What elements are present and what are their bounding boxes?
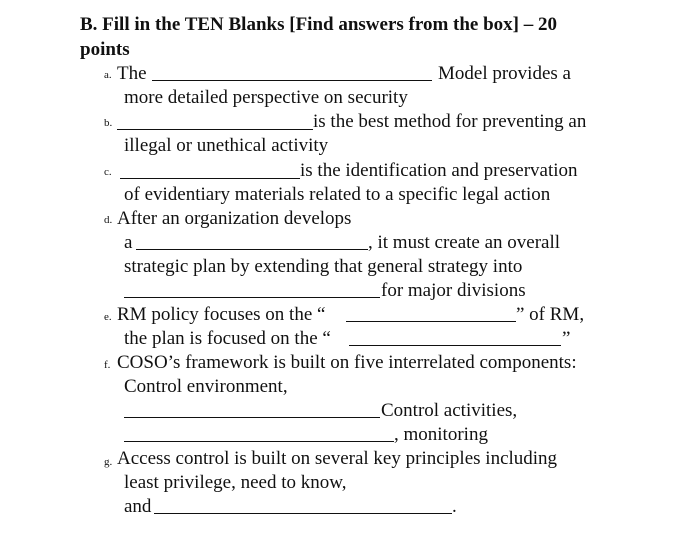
answer-blank-7[interactable] [349,345,561,346]
item-g-text-line2: least privilege, need to know, [124,472,347,493]
item-d-text-post: , it must create an overall [368,232,561,253]
item-marker-g: g. [104,456,113,468]
answer-blank-9[interactable] [124,441,394,442]
answer-blank-5[interactable] [124,297,380,298]
item-a-text-pre: The [117,63,147,84]
item-a-text-post: Model provides a [438,63,571,84]
item-f-text-line2: Control environment, [124,376,288,397]
item-d-text-line1: After an organization develops [117,208,352,229]
item-f-text-line3: Control activities, [381,400,518,421]
item-c-text-line2: of evidentiary materials related to a specific legal action [124,184,551,205]
item-a-text-line2: more detailed perspective on security [124,87,408,108]
item-marker-a: a. [104,69,112,81]
answer-blank-8[interactable] [124,417,380,418]
item-marker-d: d. [104,214,113,226]
item-b-text-post: is the best method for preventing an [313,111,587,132]
item-g-text-line1: Access control is built on several key principles including [117,448,558,469]
item-f-text-line4: , monitoring [394,424,488,445]
item-c-text-post: is the identification and preservation [300,160,578,181]
item-marker-f: f. [104,359,111,371]
section-title-continued: points [80,39,130,60]
answer-blank-3[interactable] [120,178,300,179]
item-d-text-pre: a [124,232,133,253]
item-e-text-line2-pre: the plan is focused on the “ [124,328,331,349]
item-e-text-line2-post: ” [562,328,571,349]
item-e-text-post: ” of RM, [516,304,585,325]
item-f-text-line1: COSO’s framework is built on five interrelated components: [117,352,577,373]
item-d-text-line4: for major divisions [381,280,526,301]
item-marker-b: b. [104,117,113,129]
item-d-text-line3: strategic plan by extending that general strategy into [124,256,523,277]
answer-blank-6[interactable] [346,321,516,322]
answer-blank-10[interactable] [154,513,452,514]
item-b-text-line2: illegal or unethical activity [124,135,329,156]
answer-blank-2[interactable] [117,129,313,130]
item-g-text-post: . [452,496,457,517]
item-g-text-pre: and [124,496,152,517]
item-marker-e: e. [104,311,112,323]
item-e-text-pre: RM policy focuses on the “ [117,304,326,325]
answer-blank-4[interactable] [136,249,368,250]
answer-blank-1[interactable] [152,80,432,81]
item-marker-c: c. [104,166,112,178]
section-title: B. Fill in the TEN Blanks [Find answers from the box] – 20 [80,14,557,35]
